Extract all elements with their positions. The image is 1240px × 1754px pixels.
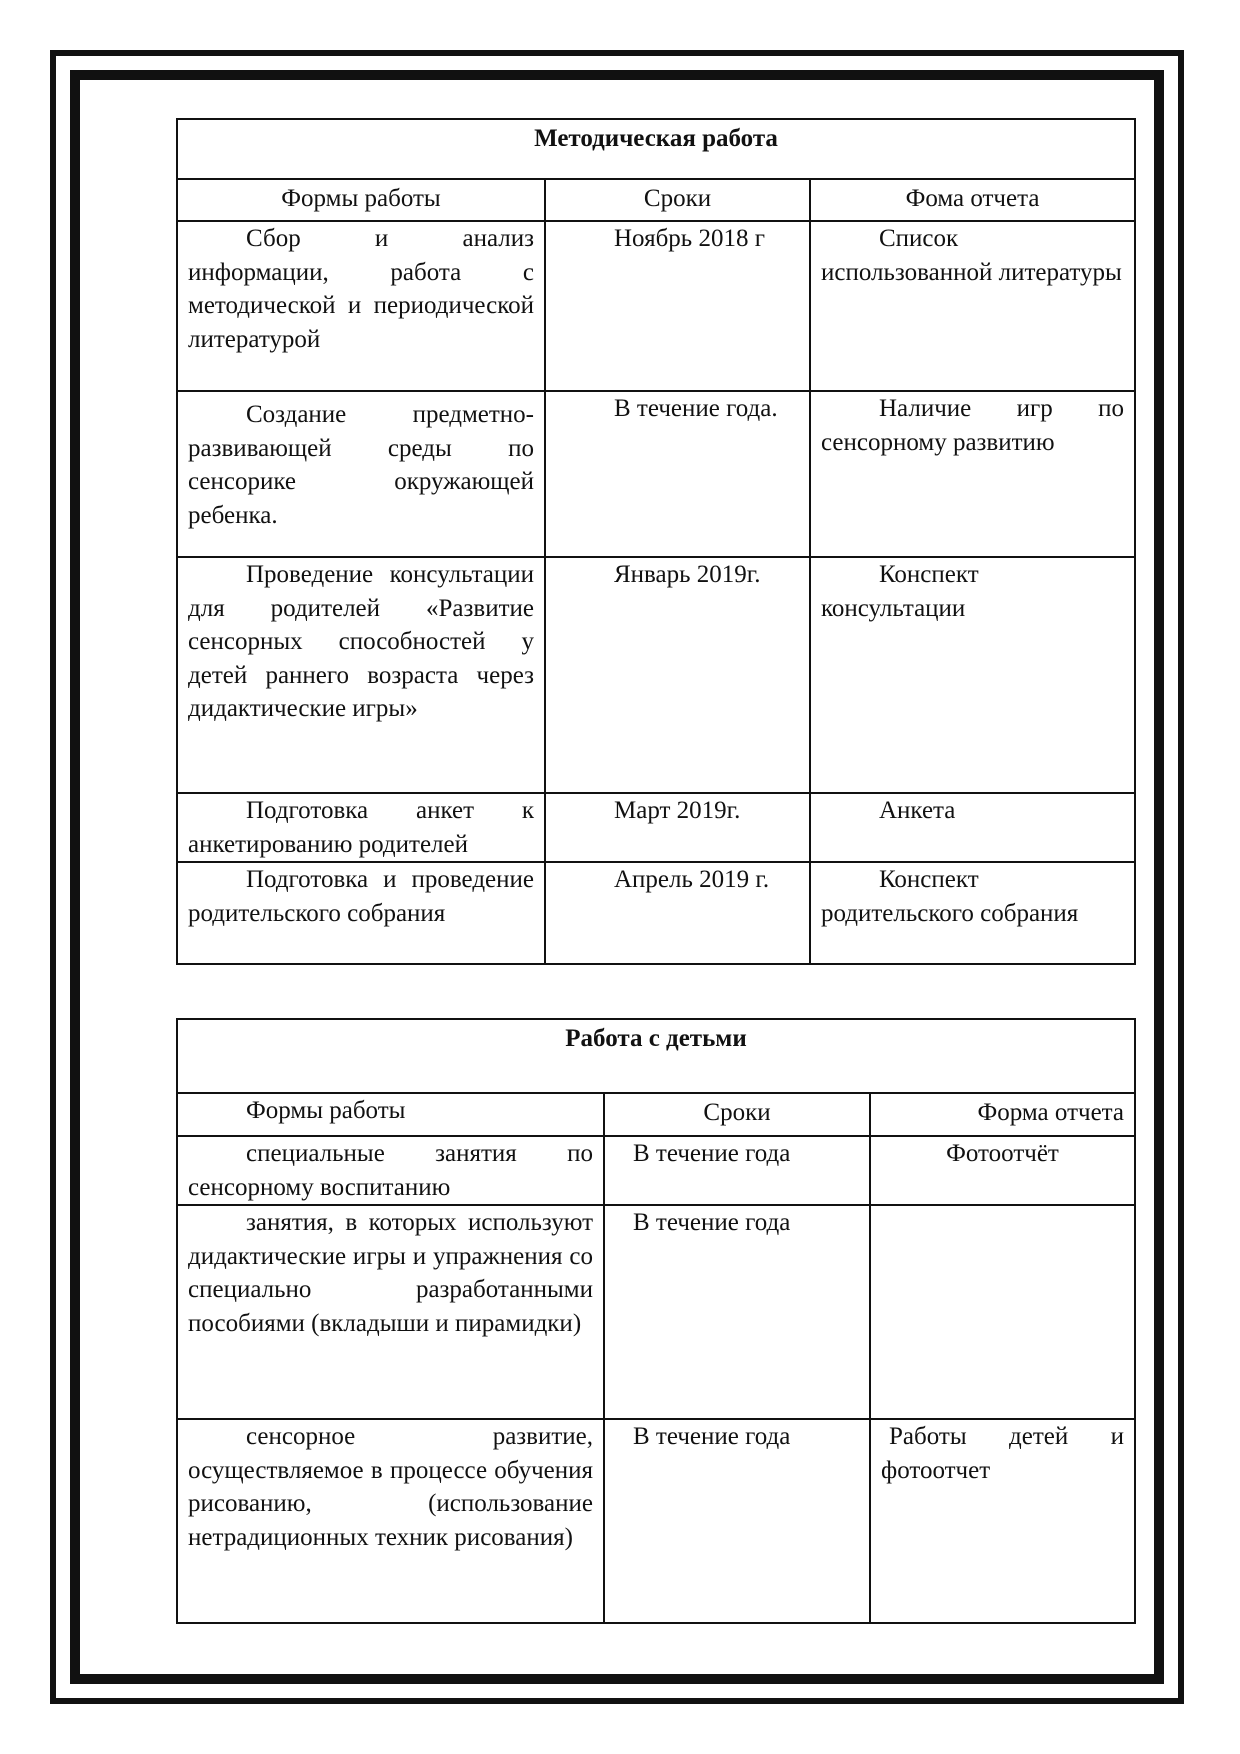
cell-report: Конспект родительского собрания bbox=[810, 862, 1135, 964]
cell-form: специальные занятия по сенсорному воспитанию bbox=[177, 1136, 604, 1205]
cell-form: Создание предметно-развивающей среды по сенсорике окружающей ребенка. bbox=[177, 391, 545, 557]
cell-term: В течение года bbox=[604, 1419, 870, 1623]
column-header-forms: Формы работы bbox=[177, 179, 545, 221]
work-with-children-table bbox=[176, 1018, 1136, 1624]
table-row bbox=[177, 221, 1135, 391]
cell-term: Апрель 2019 г. bbox=[545, 862, 810, 964]
table-row bbox=[177, 1419, 1135, 1623]
methodical-work-table bbox=[176, 118, 1136, 965]
column-header-terms: Сроки bbox=[545, 179, 810, 221]
cell-form: Подготовка анкет к анкетированию родителей bbox=[177, 793, 545, 862]
table-row bbox=[177, 1136, 1135, 1205]
cell-report: Анкета bbox=[810, 793, 1135, 862]
cell-report: Конспект консультации bbox=[810, 557, 1135, 793]
cell-term: Март 2019г. bbox=[545, 793, 810, 862]
table-row bbox=[177, 862, 1135, 964]
cell-term: В течение года. bbox=[545, 391, 810, 557]
column-header-report: Фома отчета bbox=[810, 179, 1135, 221]
cell-term: В течение года bbox=[604, 1205, 870, 1419]
cell-term: Январь 2019г. bbox=[545, 557, 810, 793]
cell-form: занятия, в которых используют дидактические игры и упражнения со специально разработанными пособиями (вкладыши и пирамидки) bbox=[177, 1205, 604, 1419]
table-row bbox=[177, 391, 1135, 557]
column-header-terms: Сроки bbox=[604, 1093, 870, 1136]
column-header-report: Форма отчета bbox=[870, 1093, 1135, 1136]
cell-report: Наличие игр по сенсорному развитию bbox=[810, 391, 1135, 557]
column-header-forms: Формы работы bbox=[177, 1093, 604, 1136]
cell-report: Работы детей и фотоотчет bbox=[870, 1419, 1135, 1623]
cell-term: В течение года bbox=[604, 1136, 870, 1205]
cell-form: Подготовка и проведение родительского собрания bbox=[177, 862, 545, 964]
table-title: Работа с детьми bbox=[177, 1019, 1135, 1093]
table-row bbox=[177, 557, 1135, 793]
table-title: Методическая работа bbox=[177, 119, 1135, 179]
table-row bbox=[177, 793, 1135, 862]
cell-report bbox=[870, 1205, 1135, 1419]
cell-form: Сбор и анализ информации, работа с методической и периодической литературой bbox=[177, 221, 545, 391]
cell-form: сенсорное развитие, осуществляемое в процессе обучения рисованию, (использование нетрадиционных техник рисования) bbox=[177, 1419, 604, 1623]
table-row bbox=[177, 1205, 1135, 1419]
cell-report: Фотоотчёт bbox=[870, 1136, 1135, 1205]
cell-report: Список использованной литературы bbox=[810, 221, 1135, 391]
cell-form: Проведение консультации для родителей «Развитие сенсорных способностей у детей раннего возраста через дидактические игры» bbox=[177, 557, 545, 793]
cell-term: Ноябрь 2018 г bbox=[545, 221, 810, 391]
